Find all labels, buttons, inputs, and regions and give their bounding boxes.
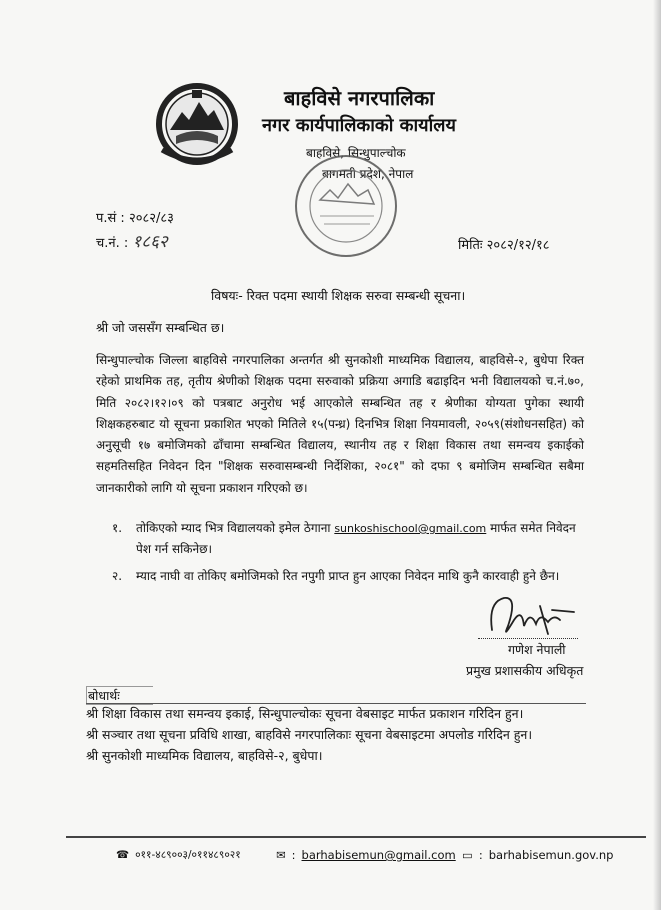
subject-line: विषयः- रिक्त पदमा स्थायी शिक्षक सरुवा सम्बन्धी सूचना। (211, 288, 466, 303)
dispatch-number: १८६२ (132, 232, 168, 252)
signer-title: प्रमुख प्रशासकीय अधिकृत (466, 663, 584, 678)
list-text (136, 518, 584, 559)
condition-text: मार्फत समेत निवेदन पेश गर्न सकिनेछ। (136, 521, 576, 556)
notice-body: सिन्धुपाल्चोक जिल्ला बाहविसे नगरपालिका अन्तर्गत श्री सुनकोशी माध्यमिक विद्यालय, बाहविसे-२, बुधेपा रिक्त रहेको प्राथमिक तह, तृतीय श्रेणीको शिक्षक पदमा सरुवाको प्रक्रिया अगाडि बढाइदिन भनी विद्यालयको च.नं.७०, मिति २०८२।१२।०९ को पत्रबाट अनुरोध भई आएकोले सम्बन्धित तह र श्रेणीका योग्यता पुगेका स्थायी शिक्षकहरुबाट यो सूचना प्रकाशित भएको मितिले १५(पन्ध्र) दिनभित्र शिक्षा नियमावली, २०५९(संशोधनसहित) को अनुसूची १७ बमोजिमको ढाँचामा सम्बन्धित विद्यालय, स्थानीय तह र शिक्षा विकास तथा समन्वय इकाईको सहमतिसहित निवेदन दिन "शिक्षक सरुवासम्बन्धी निर्देशिका, २०८१" को दफा ९ बमोजिम सम्बन्धित सबैमा जानकारीको लागि यो सूचना प्रकाशन गरिएको छ। (96, 353, 584, 495)
list-number: २. (112, 569, 123, 583)
letter-date: मितिः २०८२/१२/१८ (458, 238, 550, 253)
cc-line: श्री सञ्चार तथा सूचना प्रविधि शाखा, बाहविसे नगरपालिकाः सूचना वेबसाइटमा अपलोड गरिदिन हुन। (86, 727, 533, 742)
conditions-list (112, 518, 584, 593)
footer-website (462, 848, 613, 862)
page-edge-shadow (653, 0, 661, 910)
computer-icon: ▭ (462, 848, 473, 862)
cc-divider (86, 703, 586, 704)
phone-number: ०११-४८९००३/०११४८९०२१ (135, 849, 241, 861)
list-item (112, 518, 584, 559)
cc-line: श्री शिक्षा विकास तथा समन्वय इकाई, सिन्धुपाल्चोकः सूचना वेबसाइट मार्फत प्रकाशन गरिदिन हुन। (86, 706, 524, 721)
office-seal-stamp (290, 150, 402, 262)
footer-phone (116, 848, 241, 862)
mail-icon: ✉ (276, 848, 286, 862)
school-email-link[interactable]: sunkoshischool@gmail.com (334, 522, 487, 535)
cc-line: श्री सुनकोशी माध्यमिक विद्यालय, बाहविसे-२, बुधेपा। (86, 748, 323, 763)
nepal-emblem-logo (156, 78, 238, 170)
letter-number: प.सं : २०८२/८३ (96, 211, 174, 226)
footer-divider (66, 836, 646, 838)
list-number: १. (112, 521, 123, 535)
dispatch-label: च.नं. : (96, 236, 129, 251)
email-label: : (291, 848, 296, 862)
list-item (112, 566, 584, 586)
website-link[interactable]: barhabisemun.gov.np (488, 848, 614, 862)
salutation: श्री जो जससँग सम्बन्धित छ। (96, 320, 225, 335)
signer-name: गणेश नेपाली (508, 642, 566, 657)
org-name: बाहविसे नगरपालिका (284, 86, 435, 110)
cc-label: बोधार्थः (88, 688, 120, 703)
address-line-1: बाहविसे, सिन्धुपाल्चोक (306, 146, 406, 160)
address-line-2: बागमती प्रदेश, नेपाल (322, 167, 414, 181)
phone-icon: ☎ (116, 849, 130, 861)
footer-email (276, 848, 456, 862)
web-label: : (478, 848, 483, 862)
office-name: नगर कार्यपालिकाको कार्यालय (262, 115, 456, 136)
condition-text: म्याद नाघी वा तोकिए बमोजिमको रित नपुगी प्राप्त हुन आएका निवेदन माथि कुनै कारवाही हुने छैन। (136, 569, 560, 583)
signature-line (478, 638, 578, 639)
condition-text: तोकिएको म्याद भित्र विद्यालयको इमेल ठेगाना (136, 521, 331, 535)
office-email-link[interactable]: barhabisemun@gmail.com (301, 848, 456, 862)
dispatch-number-row (96, 229, 168, 252)
